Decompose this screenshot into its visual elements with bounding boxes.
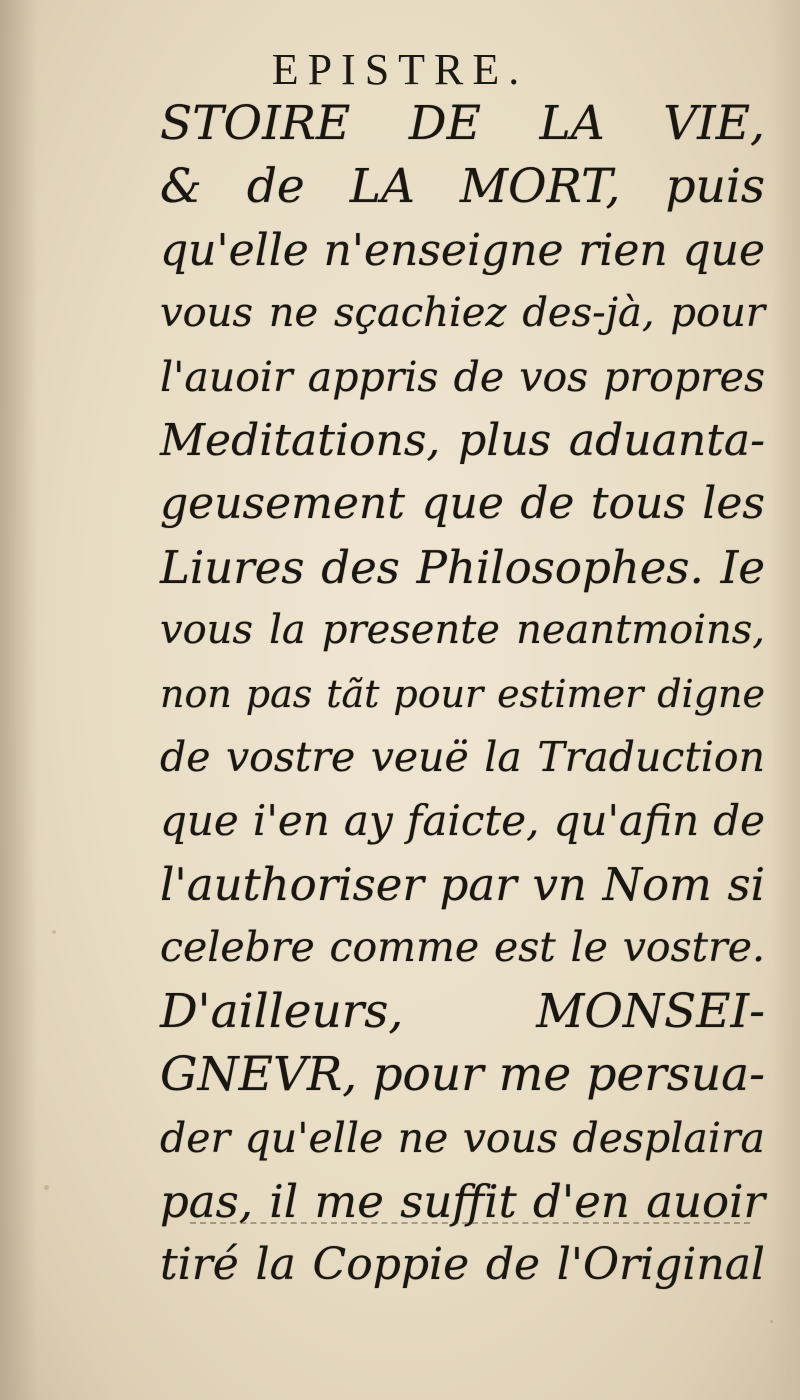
show-through-rule xyxy=(190,1222,750,1226)
text-line: pas, il me suffit d'en auoir xyxy=(160,1174,765,1228)
text-line: GNEVR, pour me persua- xyxy=(160,1047,765,1103)
text-line: qu'elle n'enseigne rien que xyxy=(160,224,765,276)
text-line: Meditations, plus aduanta- xyxy=(160,415,765,467)
text-line: & de LA MORT, puis xyxy=(160,159,765,215)
text-line: tiré la Coppie de l'Original xyxy=(160,1239,765,1291)
text-line: que i'en ay faicte, qu'afin de xyxy=(160,796,765,846)
text-line: geusement que de tous les xyxy=(160,478,765,530)
text-line: der qu'elle ne vous desplaira xyxy=(160,1113,765,1162)
text-line: l'auoir appris de vos propres xyxy=(160,352,765,401)
text-line: vous ne sçachiez des-jà, pour xyxy=(160,290,765,337)
text-line: STOIRE DE LA VIE, xyxy=(160,96,765,151)
paper-spot xyxy=(770,1320,773,1323)
text-line: vous la presente neantmoins, xyxy=(160,607,765,654)
paper-spot xyxy=(44,1185,49,1190)
paper-spot xyxy=(52,930,56,934)
page-edge-shadow xyxy=(770,0,800,1400)
text-line: non pas tãt pour estimer digne xyxy=(160,671,765,716)
running-header: EPISTRE. xyxy=(271,45,529,94)
page-gutter-shadow xyxy=(0,0,38,1400)
text-line: Liures des Philosophes. Ie xyxy=(160,540,765,594)
text-line: celebre comme est le vostre. xyxy=(160,923,765,972)
text-line: de vostre veuë la Traduction xyxy=(160,733,765,782)
text-line: D'ailleurs, MONSEI- xyxy=(160,983,765,1039)
body-text xyxy=(160,92,765,1297)
text-line: l'authoriser par vn Nom si xyxy=(160,857,765,911)
